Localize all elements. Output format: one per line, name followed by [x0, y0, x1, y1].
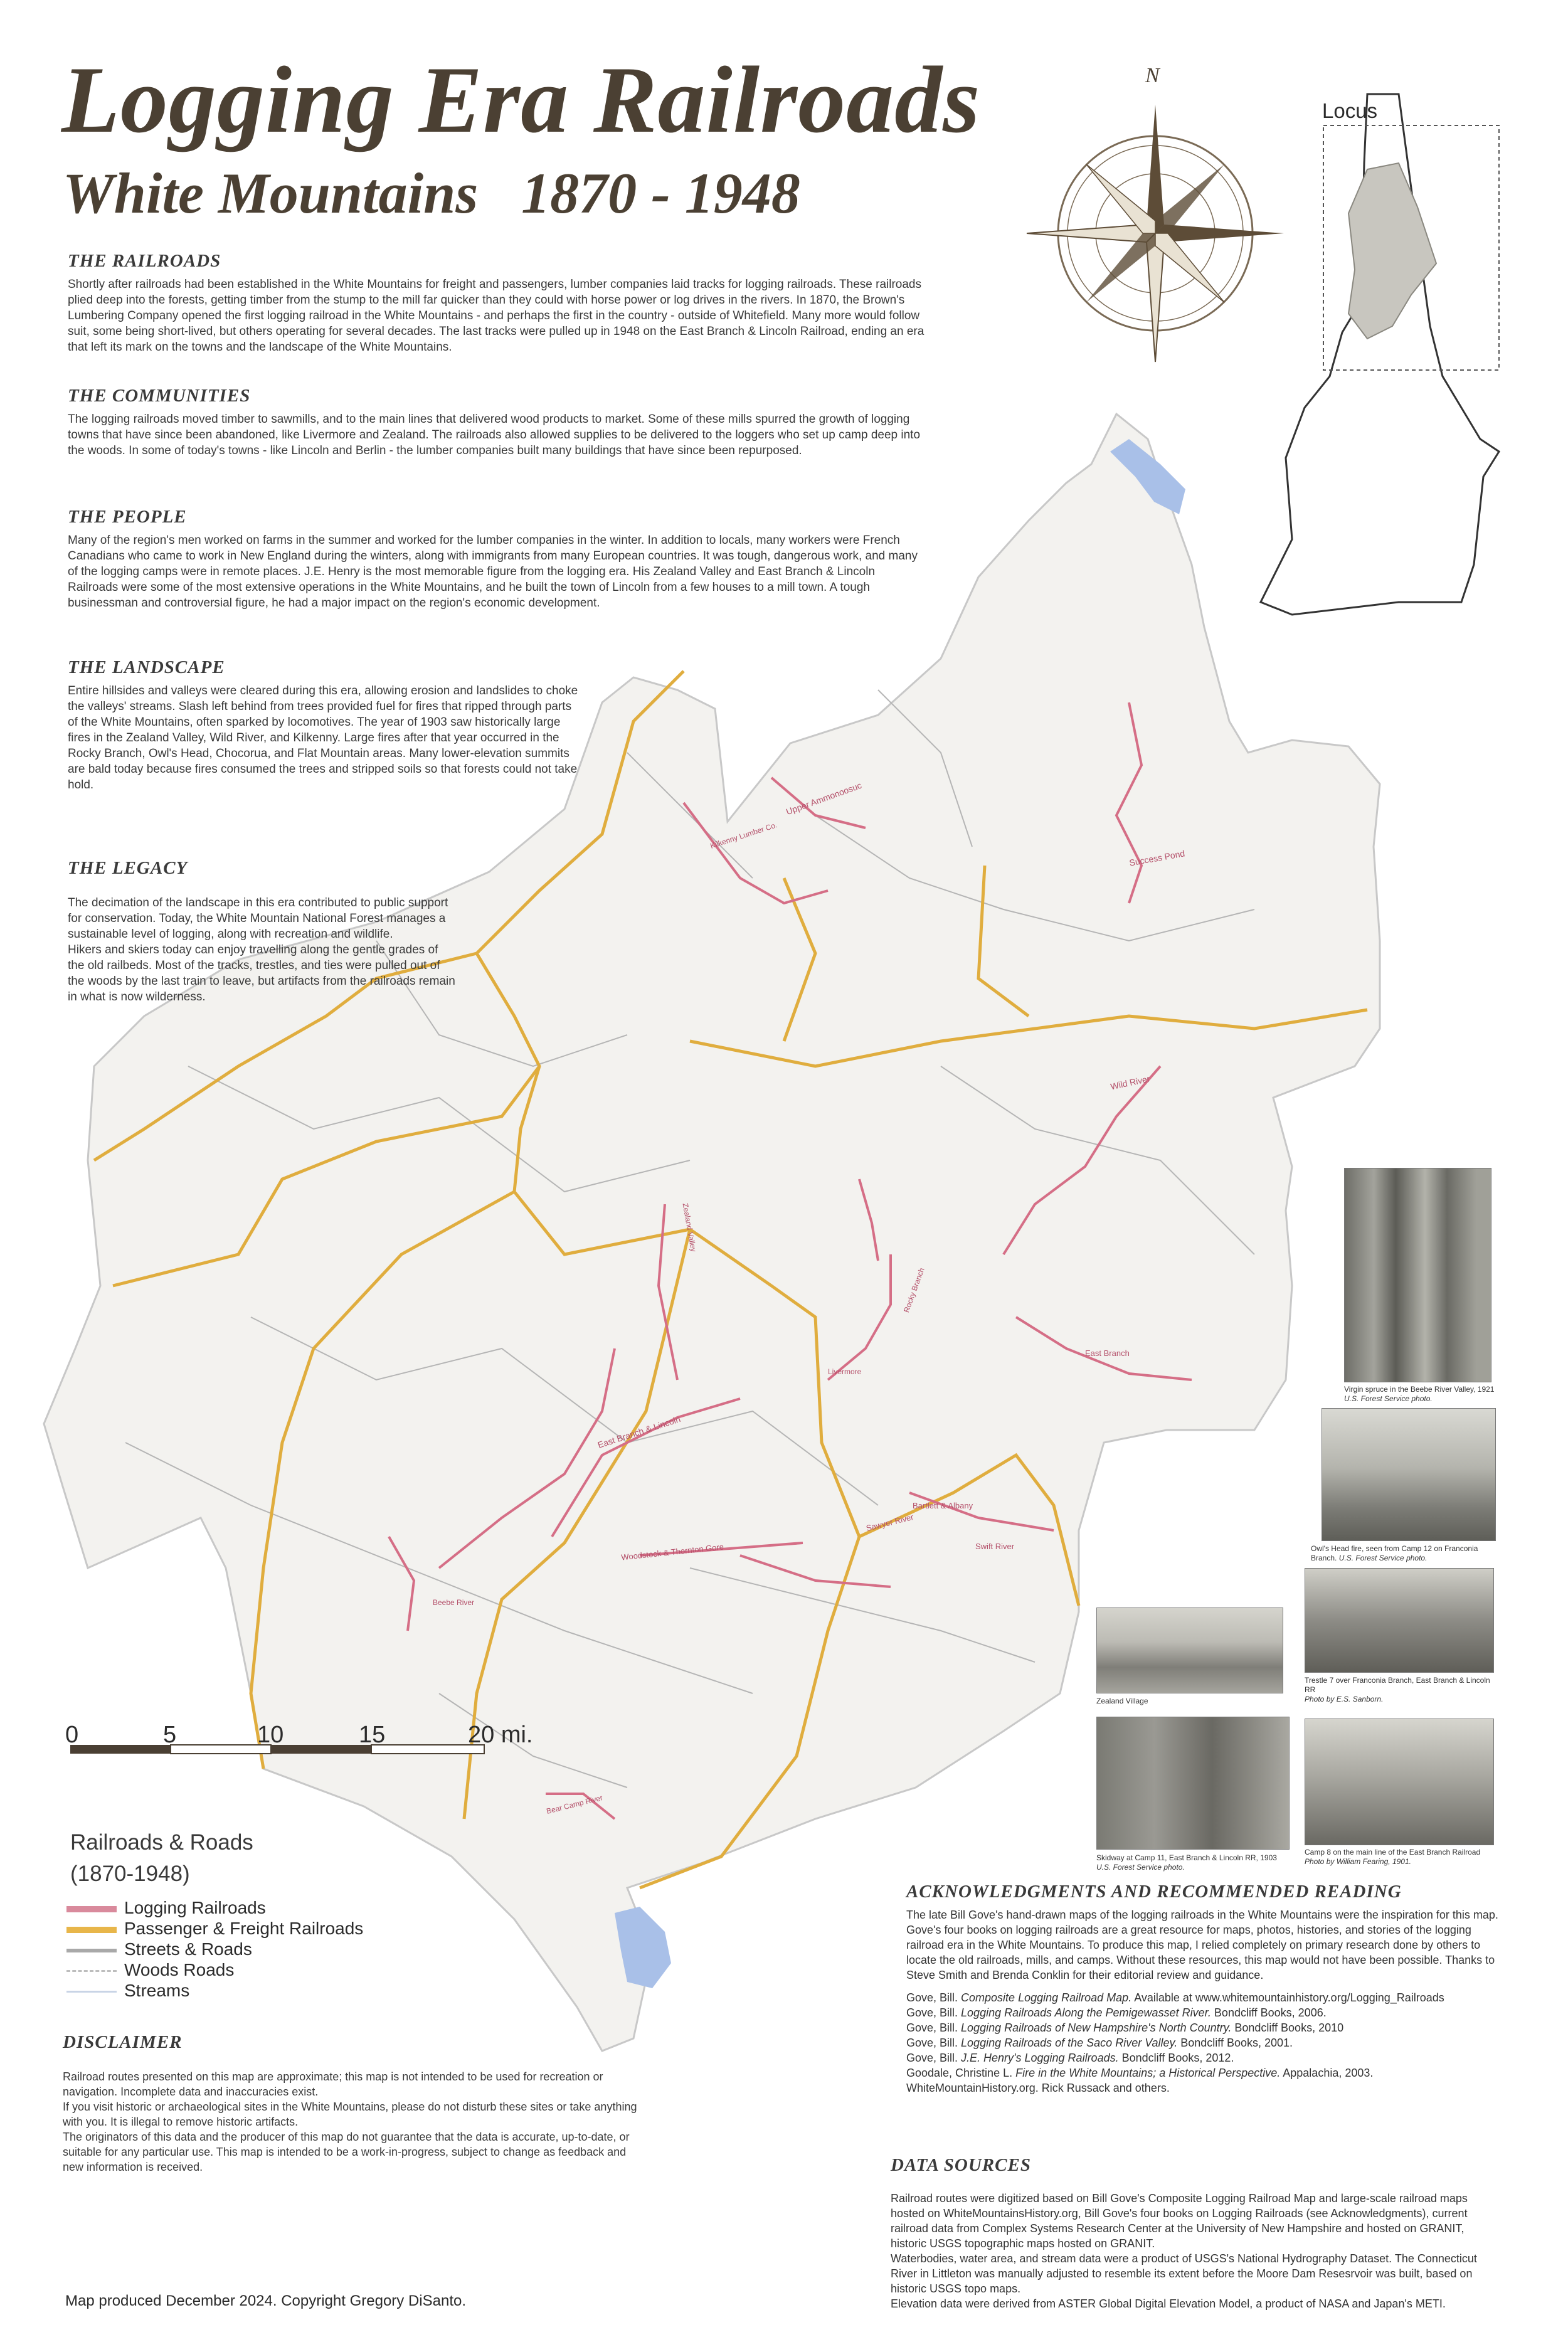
map-label: Bartlett & Albany: [913, 1501, 973, 1510]
photo-owls-head-fire: [1322, 1408, 1496, 1541]
section-railroads: [68, 251, 927, 355]
photo-caption: Camp 8 on the main line of the East Branch Railroad Photo by William Fearing, 1901.: [1305, 1848, 1481, 1866]
reference-item: Gove, Bill. Logging Railroads of New Hampshire's North Country. Bondcliff Books, 2010: [906, 2021, 1344, 2034]
acknowledgments-body: The late Bill Gove's hand-drawn maps of the logging railroads in the White Mountains were the inspiration for this map. Gove's four books on logging railroads are a great resource for maps, photos, histories, and stories of the logging railroad era in the White Mountains. To produce this map, I relied completely on primary research done by others to locate the old railroads, mills, and camps. Without these resources, this map would not have been possible. Thanks to Steve Smith and Brenda Conklin for their editorial review and guidance.: [906, 1909, 1498, 1981]
map-label: Rocky Branch: [901, 1266, 926, 1314]
compass-rose: [1027, 105, 1284, 362]
photo-trestle: [1305, 1568, 1494, 1673]
map-label: Swift River: [975, 1542, 1015, 1551]
map-label: Woodstock & Thornton Gore: [620, 1542, 724, 1562]
map-label: Zealand Valley: [681, 1202, 698, 1253]
legend-item-streams: [66, 1981, 189, 2001]
map-label: Beebe River: [433, 1598, 475, 1607]
map-label: Upper Ammonoosuc: [785, 780, 863, 817]
acknowledgments: [906, 1882, 1502, 2095]
section-communities: [68, 386, 927, 458]
photo-caption: Owl's Head fire, seen from Camp 12 on Franconia Branch. U.S. Forest Service photo.: [1311, 1544, 1478, 1562]
scale-label: 5: [163, 1722, 177, 1748]
map-title: Logging Era Railroads: [61, 47, 981, 152]
section-heading: THE RAILROADS: [68, 251, 221, 271]
section-body: Entire hillsides and valleys were cleared during this era, allowing erosion and landslides to choke the valleys' streams. Slash left behind from trees provided fuel for fires that ripped through parts of the White Mountains, often sparked by locomotives. The year of 1903 saw historically large fires in the Zealand Valley, Wild River, and Kilkenny. Large fires after that year occurred in the Rocky Branch, Owl's Head, Chocorua, and Flat Mountain areas. Many lower-elevation summits are bald today because fires consumed the trees and stripped soils so that forests could not take hold.: [68, 684, 578, 792]
legend-swatch: [66, 1927, 117, 1933]
legend-item-passenger: [66, 1919, 363, 1939]
section-body: Many of the region's men worked on farms in the summer and worked for the lumber companies in the winter. In addition to locals, many workers were French Canadians who came to work in New England during the winters, along with immigrants from many European countries. It was tough, dangerous work, and many of the logging camps were in remote places. J.E. Henry is the most memorable figure from the logging era. His Zealand Valley and East Branch & Lincoln Railroads were some of the most extensive operations in the White Mountains, and he built the town of Lincoln from a few houses to a mill town. A tough businessman and controversial figure, he had a major impact on the region's economic development.: [68, 534, 918, 610]
reference-item: Goodale, Christine L. Fire in the White Mountains; a Historical Perspective. Appalachia, 2003.: [906, 2067, 1374, 2079]
compass-north-label: N: [1145, 64, 1160, 87]
photo-caption: Zealand Village: [1096, 1697, 1148, 1705]
legend-label: Streets & Roads: [124, 1939, 252, 1959]
legend-swatch: [66, 1949, 117, 1952]
map-label: Wild River: [1110, 1073, 1151, 1092]
map-label: Bear Camp River: [545, 1793, 604, 1816]
data-sources-heading: DATA SOURCES: [891, 2155, 1031, 2175]
legend-label: Woods Roads: [124, 1960, 235, 1979]
legend-label: Logging Railroads: [124, 1898, 266, 1917]
locus-map: [1261, 94, 1499, 615]
photo-caption: Trestle 7 over Franconia Branch, East Branch & Lincoln RR Photo by E.S. Sanborn.: [1305, 1676, 1490, 1703]
data-sources: [891, 2144, 1493, 2323]
data-sources-body: Railroad routes were digitized based on Bill Gove's Composite Logging Railroad Map and large-scale railroad maps hosted on WhiteMountainsHistory.org, Bill Gove's four books on Logging Railroads (see Acknowledgments), current railroad data from Complex Systems Research Center at the University of New Hampshire and hosted on GRANIT, historic USGS topographic maps hosted on GRANIT. Waterbodies, water area, and stream data were a product of USGS's National Hydrography Dataset. The Connecticut River in Littleton was manually adjusted to resemble its extent before the Moore Dam Resesrvoir was built, based on historic USGS topo maps. Elevation data were derived from ASTER Global Digital Elevation Model, a product of NASA and Japan's METI.: [891, 2192, 1477, 2310]
legend-item-logging: [66, 1898, 266, 1918]
section-body: The decimation of the landscape in this era contributed to public support for conservation. Today, the White Mountain National Forest manages a sustainable level of logging, along with recreation and wildlife. Hikers and skiers today can enjoy travelling along the gentle grades of the old railbeds. Most of the tracks, trestles, and ties were pulled out of the woods by the last train to leave, but artifacts from the railroads remain in what is now wilderness.: [68, 896, 455, 1004]
section-heading: THE COMMUNITIES: [68, 386, 251, 406]
disclaimer-heading: DISCLAIMER: [63, 2032, 183, 2052]
scale-label: 15: [359, 1722, 386, 1748]
reference-item: Gove, Bill. J.E. Henry's Logging Railroads. Bondcliff Books, 2012.: [906, 2052, 1234, 2064]
photo-caption: Skidway at Camp 11, East Branch & Lincoln RR, 1903 U.S. Forest Service photo.: [1096, 1853, 1277, 1872]
reference-list: [906, 1990, 1502, 2095]
map-label: Success Pond: [1128, 848, 1186, 868]
reference-item: Gove, Bill. Logging Railroads of the Saco River Valley. Bondcliff Books, 2001.: [906, 2037, 1293, 2049]
section-people: [68, 507, 927, 611]
section-landscape: [68, 657, 582, 793]
legend-swatch: [66, 1991, 117, 1993]
section-heading: THE PEOPLE: [68, 507, 187, 527]
section-heading: THE LANDSCAPE: [68, 657, 225, 677]
acknowledgments-heading: ACKNOWLEDGMENTS AND RECOMMENDED READING: [906, 1882, 1402, 1902]
legend-label: Passenger & Freight Railroads: [124, 1919, 364, 1938]
map-label: East Branch & Lincoln: [596, 1414, 682, 1450]
photo-camp-8: [1305, 1719, 1494, 1845]
section-heading: THE LEGACY: [68, 858, 188, 878]
legend-title: Railroads & Roads: [70, 1830, 253, 1855]
disclaimer-body: Railroad routes presented on this map are approximate; this map is not intended to be used for recreation or navigation. Incomplete data and inaccuracies exist. If you visit historic or archaeological sites in the White Mountains, please do not disturb these sites or take anything with you. It is illegal to remove historic artifacts. The originators of this data and the producer of this map do not guarantee that the data is accurate, up-to-date, or suitable for any particular use. This map is intended to be a work-in-progress, subject to change as feedback and new information is received.: [63, 2070, 637, 2173]
disclaimer: [63, 2021, 646, 2186]
section-legacy: [68, 847, 457, 1016]
reference-item: WhiteMountainHistory.org. Rick Russack and others.: [906, 2082, 1170, 2094]
scale-label: 10: [257, 1722, 284, 1748]
map-credit: Map produced December 2024. Copyright Gregory DiSanto.: [65, 2292, 466, 2309]
scale-label: 0: [65, 1722, 79, 1748]
photo-caption: Virgin spruce in the Beebe River Valley, 1921 U.S. Forest Service photo.: [1344, 1385, 1495, 1403]
section-body: Shortly after railroads had been established in the White Mountains for freight and passengers, lumber companies laid tracks for logging railroads. These railroads plied deep into the forests, getting timber from the stump to the mill far quicker than they could with horse power or log drives in the rivers. In 1870, the Brown's Lumbering Company opened the first logging railroad in the White Mountains - and perhaps the first in the country - outside of Whitefield. Many more would follow suit, some being short-lived, but others operating for several decades. The last tracks were pulled up in 1948 on the East Branch & Lincoln Railroad, ending an era that left its mark on the towns and the landscape of the White Mountains.: [68, 278, 924, 354]
locus-label: Locus: [1322, 99, 1378, 122]
legend-item-woods-roads: [66, 1960, 234, 1980]
legend-swatch: [66, 1906, 117, 1912]
legend-label: Streams: [124, 1981, 190, 2000]
map-label: Livermore: [828, 1367, 862, 1376]
map-label: Sawyer River: [865, 1512, 914, 1534]
photo-virgin-spruce: [1344, 1168, 1491, 1382]
photo-skidway: [1096, 1717, 1290, 1850]
map-subtitle: White Mountains 1870 - 1948: [63, 161, 800, 225]
legend-item-streets: [66, 1939, 252, 1959]
photo-zealand-village: [1096, 1608, 1283, 1693]
section-body: The logging railroads moved timber to sawmills, and to the main lines that delivered wood products to market. Some of these mills spurred the growth of logging towns that have since been abandoned, like Livermore and Zealand. The railroads also allowed supplies to be delivered to the loggers who set up camp deep into the woods. In some of today's towns - like Lincoln and Berlin - the lumber companies built many buildings that have since been repurposed.: [68, 413, 921, 457]
legend-swatch: [66, 1970, 117, 1972]
legend-subtitle: (1870-1948): [70, 1862, 190, 1886]
reference-item: Gove, Bill. Composite Logging Railroad Map. Available at www.whitemountainhistory.org/Logging_Railroads: [906, 1991, 1444, 2004]
reference-item: Gove, Bill. Logging Railroads Along the Pemigewasset River. Bondcliff Books, 2006.: [906, 2006, 1327, 2019]
scale-label: 20 mi.: [468, 1722, 533, 1748]
map-label: Kilkenny Lumber Co.: [709, 820, 778, 850]
map-label: East Branch: [1085, 1348, 1130, 1358]
